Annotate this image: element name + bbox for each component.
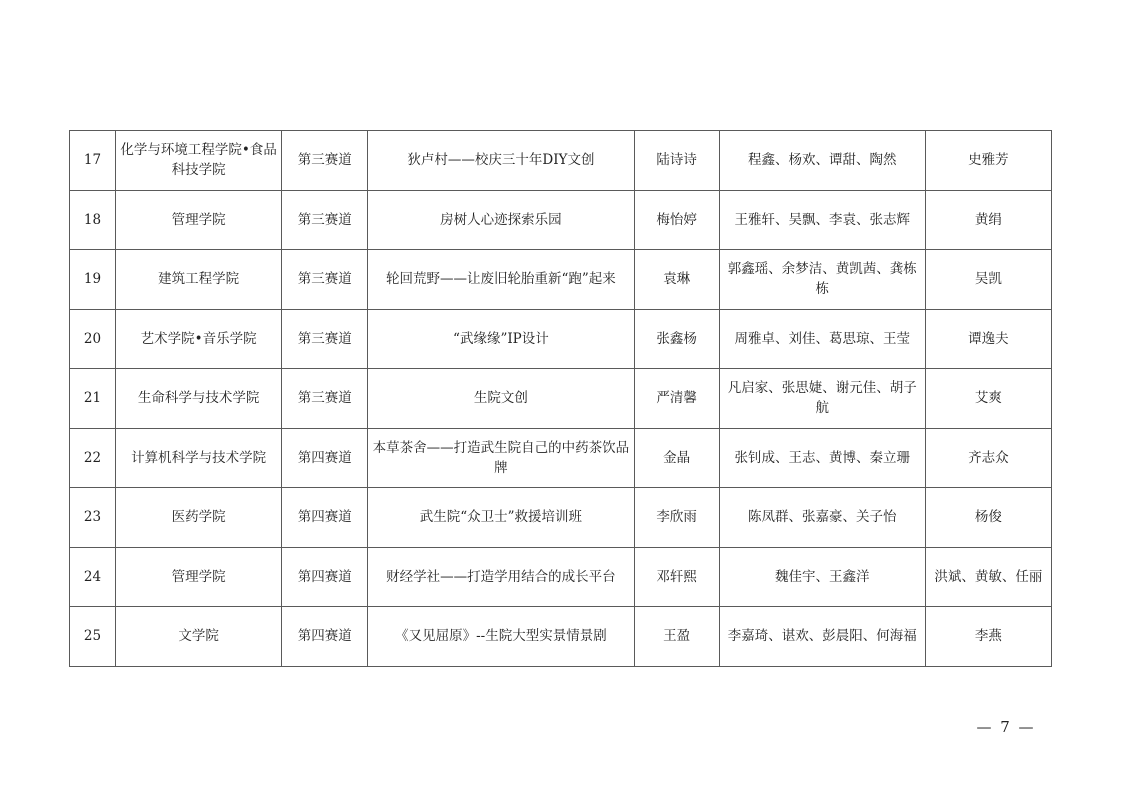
members-cell: 张钊成、王志、黄博、秦立珊 [719, 428, 925, 488]
table-row [70, 607, 1052, 667]
members-cell: 王雅轩、吴飘、李袁、张志辉 [719, 190, 925, 250]
leader-cell: 袁琳 [634, 250, 719, 310]
project-cell: 狄卢村——校庆三十年DIY文创 [368, 131, 634, 191]
leader-cell: 张鑫杨 [634, 309, 719, 369]
members-cell: 李嘉琦、谌欢、彭晨阳、何海福 [719, 607, 925, 667]
project-cell: “武缘缘”IP设计 [368, 309, 634, 369]
table-row [70, 131, 1052, 191]
advisor-cell: 杨俊 [925, 488, 1051, 548]
leader-cell: 金晶 [634, 428, 719, 488]
advisor-cell: 齐志众 [925, 428, 1051, 488]
row-number: 23 [70, 488, 116, 548]
table-row [70, 488, 1052, 548]
page-number: — 7 — [976, 718, 1036, 736]
advisor-cell: 吴凯 [925, 250, 1051, 310]
college-cell: 艺术学院•音乐学院 [116, 309, 282, 369]
college-cell: 文学院 [116, 607, 282, 667]
table-row [70, 190, 1052, 250]
row-number: 25 [70, 607, 116, 667]
project-table [69, 130, 1052, 667]
project-cell: 生院文创 [368, 369, 634, 429]
project-cell: 轮回荒野——让废旧轮胎重新“跑”起来 [368, 250, 634, 310]
college-cell: 医药学院 [116, 488, 282, 548]
track-cell: 第三赛道 [282, 131, 368, 191]
track-cell: 第四赛道 [282, 547, 368, 607]
track-cell: 第三赛道 [282, 250, 368, 310]
row-number: 19 [70, 250, 116, 310]
table-row [70, 547, 1052, 607]
advisor-cell: 谭逸夫 [925, 309, 1051, 369]
row-number: 22 [70, 428, 116, 488]
college-cell: 管理学院 [116, 190, 282, 250]
college-cell: 建筑工程学院 [116, 250, 282, 310]
row-number: 18 [70, 190, 116, 250]
members-cell: 郭鑫瑶、余梦洁、黄凯茜、龚栋栋 [719, 250, 925, 310]
row-number: 20 [70, 309, 116, 369]
college-cell: 计算机科学与技术学院 [116, 428, 282, 488]
table-body [70, 131, 1052, 667]
leader-cell: 梅怡婷 [634, 190, 719, 250]
members-cell: 周雅卓、刘佳、葛思琼、王莹 [719, 309, 925, 369]
table-row [70, 428, 1052, 488]
college-cell: 管理学院 [116, 547, 282, 607]
leader-cell: 邓轩熙 [634, 547, 719, 607]
college-cell: 生命科学与技术学院 [116, 369, 282, 429]
track-cell: 第四赛道 [282, 428, 368, 488]
track-cell: 第三赛道 [282, 309, 368, 369]
advisor-cell: 艾爽 [925, 369, 1051, 429]
row-number: 17 [70, 131, 116, 191]
leader-cell: 严清馨 [634, 369, 719, 429]
leader-cell: 李欣雨 [634, 488, 719, 548]
table-row [70, 309, 1052, 369]
members-cell: 凡启家、张思婕、谢元佳、胡子航 [719, 369, 925, 429]
members-cell: 程鑫、杨欢、谭甜、陶然 [719, 131, 925, 191]
table-row [70, 250, 1052, 310]
advisor-cell: 史雅芳 [925, 131, 1051, 191]
project-cell: 房树人心迹探索乐园 [368, 190, 634, 250]
table-row [70, 369, 1052, 429]
track-cell: 第四赛道 [282, 607, 368, 667]
members-cell: 陈凤群、张嘉豪、关子怡 [719, 488, 925, 548]
project-cell: 本草茶舍——打造武生院自己的中药茶饮品牌 [368, 428, 634, 488]
leader-cell: 陆诗诗 [634, 131, 719, 191]
track-cell: 第三赛道 [282, 369, 368, 429]
track-cell: 第四赛道 [282, 488, 368, 548]
project-cell: 《又见屈原》--生院大型实景情景剧 [368, 607, 634, 667]
leader-cell: 王盈 [634, 607, 719, 667]
college-cell: 化学与环境工程学院•食品科技学院 [116, 131, 282, 191]
advisor-cell: 李燕 [925, 607, 1051, 667]
advisor-cell: 黄绢 [925, 190, 1051, 250]
project-cell: 财经学社——打造学用结合的成长平台 [368, 547, 634, 607]
row-number: 24 [70, 547, 116, 607]
members-cell: 魏佳宇、王鑫洋 [719, 547, 925, 607]
track-cell: 第三赛道 [282, 190, 368, 250]
advisor-cell: 洪斌、黄敏、任丽 [925, 547, 1051, 607]
project-cell: 武生院“众卫士”救援培训班 [368, 488, 634, 548]
row-number: 21 [70, 369, 116, 429]
